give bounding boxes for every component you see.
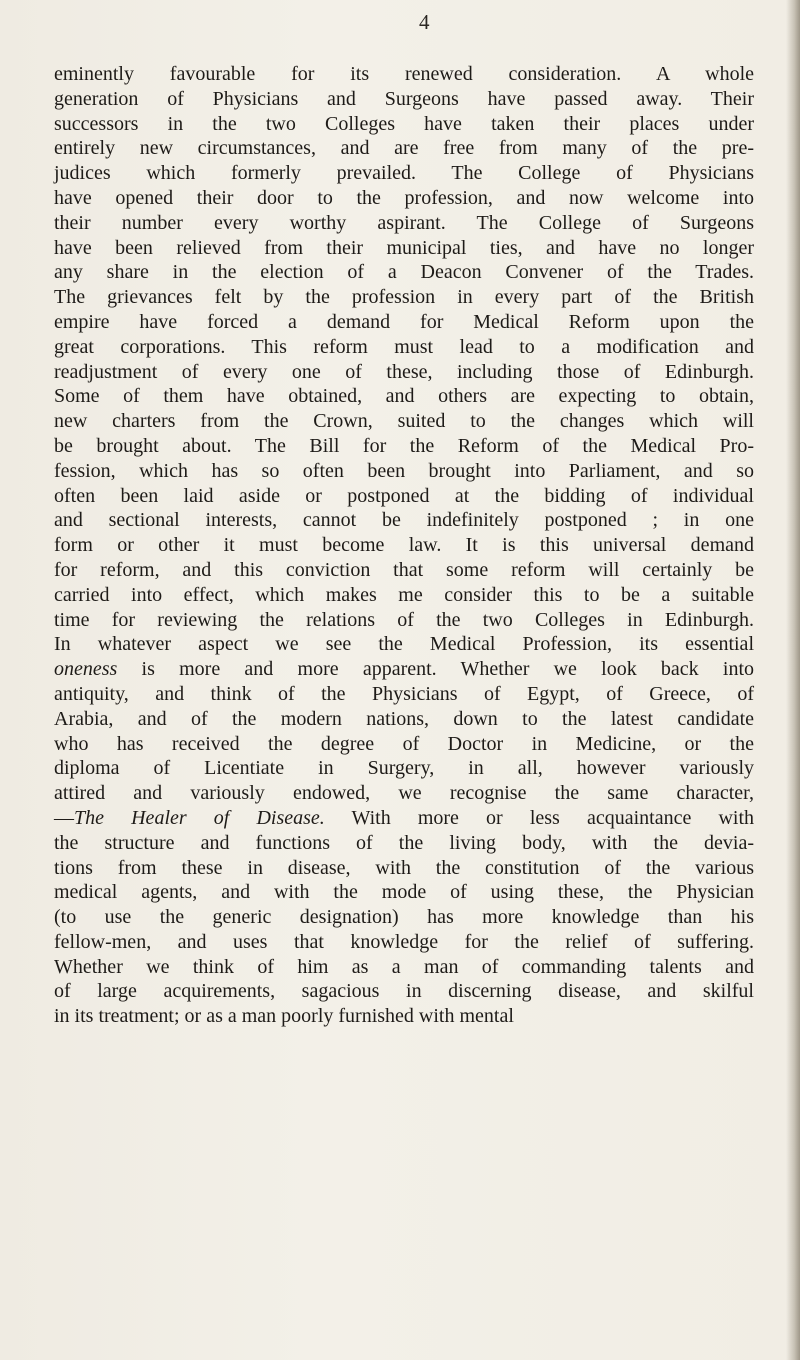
text-span: With more or less acquaintance with [324,806,755,829]
text-line: fellow-men, and uses that knowledge for the relief of suffering. [54,930,754,953]
text-line: entirely new circumstances, and are free from many of the pre- [54,137,754,160]
text-line: carried into effect, which makes me consider this to be a suitable [54,583,754,606]
em-dash: — [54,806,74,829]
italic-phrase: The Healer of Disease. [74,806,325,829]
text-line: Some of them have obtained, and others are expecting to obtain, [54,385,754,408]
text-line: have opened their door to the profession, and now welcome into [54,186,754,209]
text-span: is more and more apparent. Whether we look back into [117,658,754,681]
text-line: The grievances felt by the profession in every part of the British [54,286,754,309]
text-line: have been relieved from their municipal ties, and have no longer [54,236,754,259]
text-line: successors in the two Colleges have taken their places under [54,112,754,135]
text-line: Whether we think of him as a man of commanding talents and [54,955,754,978]
page-edge-shadow [786,0,800,1360]
text-line: and sectional interests, cannot be indefinitely postponed ; in one [54,509,754,532]
text-line: antiquity, and think of the Physicians of Egypt, of Greece, of [54,682,754,705]
text-line: readjustment of every one of these, including those of Edinburgh. [54,360,754,383]
body-text [54,62,754,1029]
text-line: any share in the election of a Deacon Convener of the Trades. [54,261,754,284]
text-line: judices which formerly prevailed. The College of Physicians [54,162,754,185]
text-line: eminently favourable for its renewed consideration. A whole [54,63,754,85]
text-line: (to use the generic designation) has more knowledge than his [54,906,754,929]
page-number: 4 [419,10,430,34]
text-line: fession, which has so often been brought into Parliament, and so [54,459,754,482]
text-line: be brought about. The Bill for the Reform of the Medical Pro- [54,434,754,457]
text-line: of large acquirements, sagacious in discerning disease, and skilful [54,980,754,1003]
text-line: who has received the degree of Doctor in Medicine, or the [54,732,754,755]
text-line: tions from these in disease, with the constitution of the various [54,856,754,879]
text-line: for reform, and this conviction that some reform will certainly be [54,558,754,581]
text-line: empire have forced a demand for Medical Reform upon the [54,310,754,333]
text-line: Arabia, and of the modern nations, down to the latest candidate [54,707,754,730]
text-line: medical agents, and with the mode of using these, the Physician [54,881,754,904]
text-line: new charters from the Crown, suited to the changes which will [54,410,754,433]
text-line-with-italic [54,806,754,831]
italic-phrase: oneness [54,658,118,681]
text-line: often been laid aside or postponed at the bidding of individual [54,484,754,507]
text-line: the structure and functions of the living body, with the devia- [54,831,754,854]
text-line: generation of Physicians and Surgeons have passed away. Their [54,87,754,110]
text-line: In whatever aspect we see the Medical Profession, its essential [54,633,754,656]
text-line: great corporations. This reform must lead to a modification and [54,335,754,358]
text-line: attired and variously endowed, we recognise the same character, [54,782,754,805]
text-line: in its treatment; or as a man poorly furnished with mental [54,1005,514,1028]
text-line: form or other it must become law. It is this universal demand [54,534,754,557]
text-line-with-italic [54,657,754,682]
text-line: time for reviewing the relations of the two Colleges in Edinburgh. [54,608,754,631]
text-line: diploma of Licentiate in Surgery, in all, however variously [54,757,754,780]
text-line: their number every worthy aspirant. The College of Surgeons [54,211,754,234]
